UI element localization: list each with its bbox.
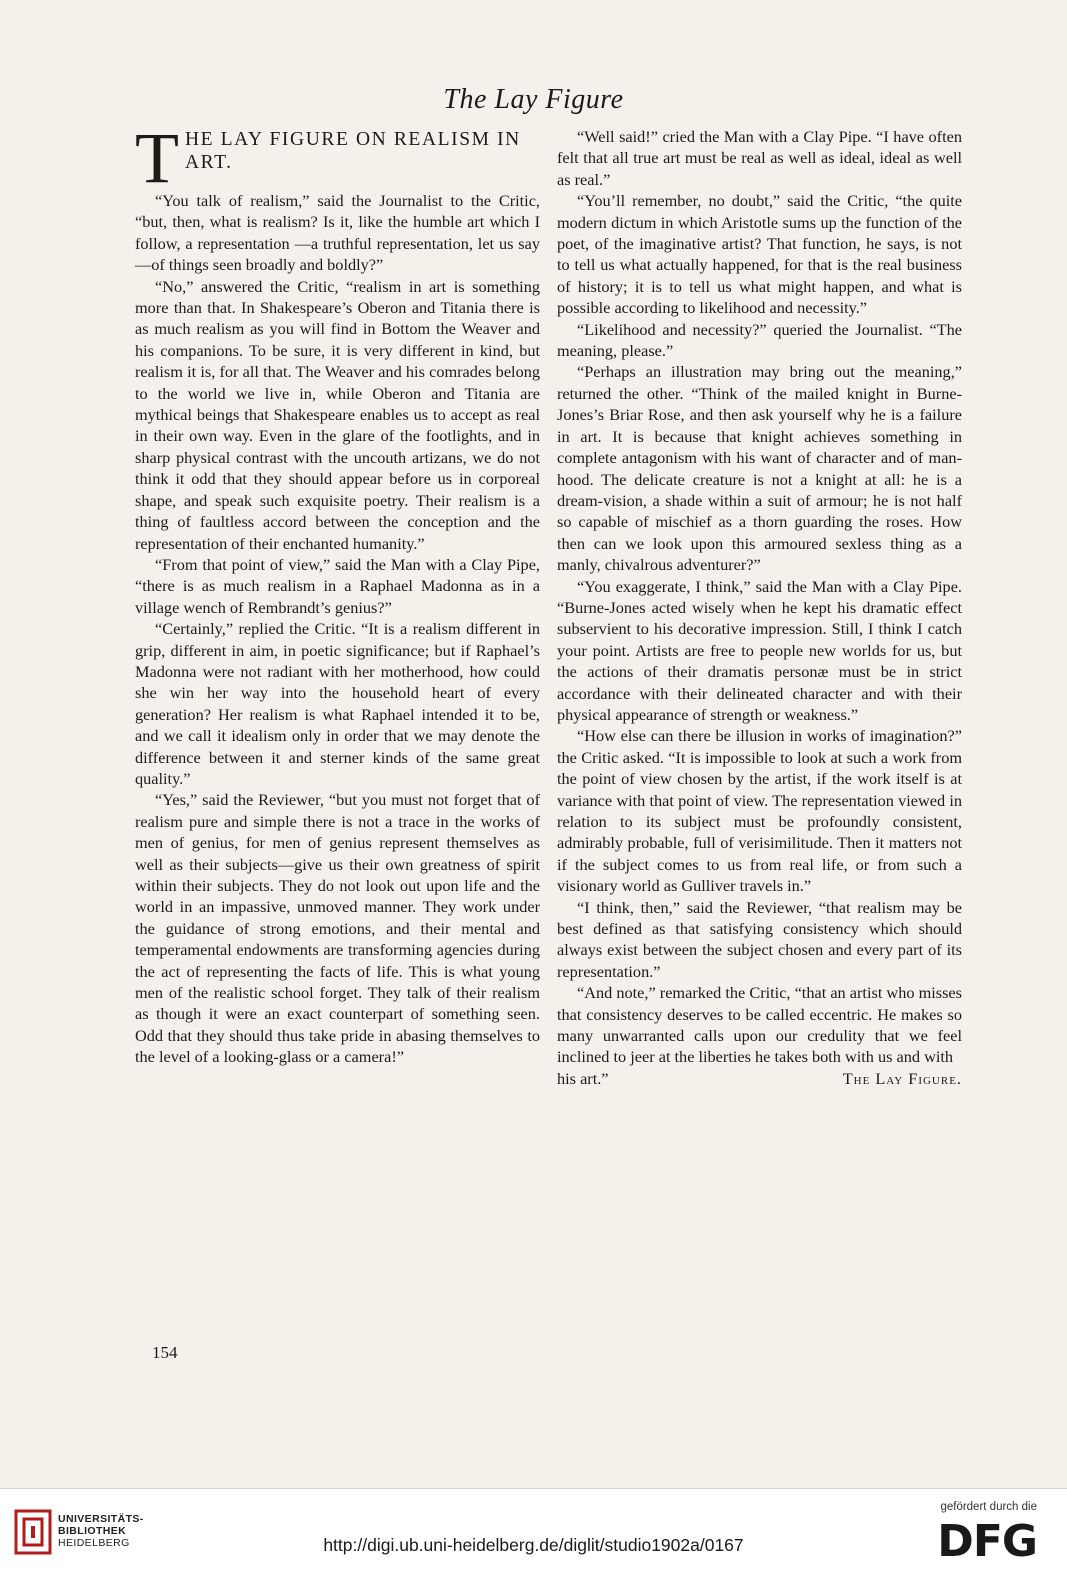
paragraph: “From that point of view,” said the Man with a Clay Pipe, “there is as much realism in a Raphael Madonna as in a village wench of Rembrandt’s genius?”	[135, 554, 540, 617]
page-number: 154	[152, 1343, 178, 1362]
paragraph: “You talk of realism,” said the Journalist to the Critic, “but, then, what is realism? Is it, like the humble art which I follow, a representation —a truthful representation, let us say—of things seen broadly and boldly?”	[135, 191, 540, 275]
drop-cap: T	[135, 118, 179, 198]
closing-text: his art.”	[557, 1068, 609, 1088]
paragraph: “Certainly,” replied the Critic. “It is a realism different in grip, different in aim, in poetic significance; but if Raphael’s Madonna were not radiant with her motherhood, how could she win her way into the household heart of every generation? Her realism is what Raphael intended it to be, and we call it idealism only in order that we may denote the difference between it and sterner kinds of the same great quality.”	[135, 619, 540, 788]
signature: The Lay Figure.	[842, 1068, 962, 1088]
closing-line	[557, 1068, 962, 1089]
permalink[interactable]: http://digi.ub.uni-heidelberg.de/diglit/studio1902a/0167	[323, 1535, 744, 1555]
dfg-logo: DFG	[937, 1516, 1037, 1567]
library-name-line: UNIVERSITÄTS-	[58, 1513, 144, 1525]
library-name-line: HEIDELBERG	[58, 1537, 130, 1549]
right-column	[557, 126, 962, 1089]
paragraph: “Likelihood and necessity?” queried the Journalist. “The meaning, please.”	[557, 319, 962, 361]
paragraph: “You exaggerate, I think,” said the Man with a Clay Pipe. “Burne-Jones acted wisely when he kept his dramatic effect subservient to his decorative impression. Still, I think I catch your point. Artists are free to people new worlds for us, but the actions of their dramatis personæ must be in strict accordance with their delineated character and with their physical appearance of strength or weakness.”	[557, 576, 962, 724]
paragraph: “Yes,” said the Reviewer, “but you must not forget that of realism pure and simple there is not a trace in the works of men of genius, for men of genius represent themselves as well as their subjects—give us their own greatness of spirit within their subjects. They do not look out upon life and the world in an impassive, unmoved manner. They work under the guidance of strong emotions, and their mental and temperamental endowments are transforming agencies during the act of representing the facts of life. This is what young men of the realistic school forget. They talk of their realism as though it were an exact counterpart of something seen. Odd that they should thus take pride in abasing themselves to the level of a looking-glass or a camera!”	[135, 790, 540, 1067]
funder-note: gefördert durch die	[940, 1501, 1037, 1513]
paragraph: “And note,” remarked the Critic, “that an artist who misses that consistency deserves to be called eccentric. He makes so many unwarranted calls upon our credulity that we feel inclined to jeer at the liberties he takes both with us and with	[557, 983, 962, 1067]
left-column	[135, 118, 540, 1068]
paragraph: “No,” answered the Critic, “realism in art is something more than that. In Shakespeare’s Oberon and Titania there is as much realism as you will find in Bottom the Weaver and his companions. To be sure, it is very different in kind, but realism it is, for all that. The Weaver and his comrades belong to the world we live in, while Oberon and Titania are mythical beings that Shakespeare enables us to accept as real in their own way. Even in the glare of the footlights, and in sharp physical contrast with the uncouth artizans, we do not think it odd that they should appear before us in corporeal shape, and speak such exquisite poetry. Their realism is a thing of faultless accord between the conception and the representation of their enchanted humanity.”	[135, 276, 540, 553]
library-name-line: BIBLIOTHEK	[58, 1525, 127, 1537]
viewer-footer	[0, 1488, 1067, 1594]
article-title: HE LAY FIGURE ON REALISM IN ART.	[184, 129, 521, 173]
paragraph: “Well said!” cried the Man with a Clay Pipe. “I have often felt that all true art must be real as well as ideal, ideal as well as real.”	[557, 127, 962, 189]
running-head: The Lay Figure	[443, 84, 624, 115]
paragraph: “How else can there be illusion in works of imagination?” the Critic asked. “It is impossible to look at such a work from the point of view chosen by the artist, if the work itself is at variance with that point of view. The representation viewed in relation to its subject must be profoundly consistent, admirably probable, full of verisimilitude. Then it matters not if the subject comes to us from real life, or from such a visionary world as Gulliver travels in.”	[557, 726, 962, 896]
paragraph: “I think, then,” said the Reviewer, “that realism may be best defined as that satisfying consistency which should always exist between the subject chosen and every part of its representation.”	[557, 897, 962, 981]
article-title-block	[135, 118, 540, 198]
paragraph: “Perhaps an illustration may bring out the meaning,” returned the other. “Think of the mailed knight in Burne-Jones’s Briar Rose, and then ask yourself why he is a failure in art. It is because that knight achieves something in complete antagonism with his want of character and of manhood. The delicate creature is not a knight at all: he is a dream-vision, a shade within a suit of armour; he is not half so capable of mischief as a thorn guarding the roses. How then can we look upon this armoured sexless thing as a manly, chivalrous adventurer?”	[557, 362, 962, 575]
paragraph: “You’ll remember, no doubt,” said the Critic, “the quite modern dictum in which Aristotle sums up the function of the poet, of the imaginative artist? That function, he says, is not to tell us what actually happened, for that is the real business of history; it is to tell us what might happen, and what is possible according to likelihood and necessity.”	[557, 191, 962, 318]
